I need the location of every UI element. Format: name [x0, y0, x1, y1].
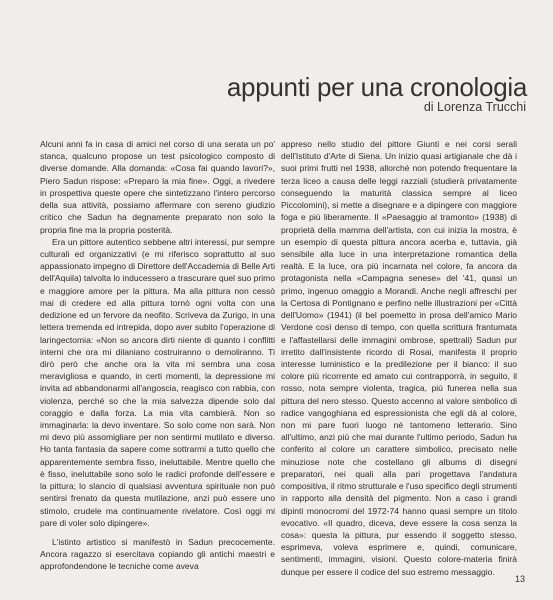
text-column-right [281, 138, 517, 578]
page-number: 13 [514, 574, 525, 584]
paragraph: L'istinto artistico si manifestò in Sadun precocemente. Ancora ragazzo si esercitava copiando gli antichi maestri e approfondendone le tecniche come aveva [40, 537, 275, 572]
author-byline: di Lorenza Trucchi [423, 100, 526, 114]
paragraph: Alcuni anni fa in casa di amici nel corso di una serata un po' stanca, qualcuno propose un test psicologico composto di diverse domande. Alla domanda: «Cosa fai quando lavori?», Piero Sadun rispose: «Preparo la mia fine». Oggi, a rivedere in prospettiva queste opere che sintetizzano l'intero percorso della sua attività, possiamo affermare con sereno giudizio critico che Sadun ha degnamente preparato non solo la propria fine ma la propria posterità. [40, 139, 275, 235]
text-column-left [40, 138, 275, 573]
paragraph: Era un pittore autentico sebbene altri interessi, pur sempre culturali ed organizzativi (e mi riferisco soprattutto al suo appassionato impegno di Direttore dell'Accademia di Belle Arti dell'Aquila) talvolta lo inducessero a trascurare quel suo primo e maggiore amore per la pittura. Ma alla pittura non cessò mai di credere ed alla pittura tornò ogni volta con una dedizione ed un fervore da neofito. Scriveva da Zurigo, in una lettera tremenda ed intrepida, dopo aver subito l'operazione di laringectomia: «Non so ancora dirti niente di quanto i conflitti interni che ora mi dilaniano costruiranno o demoliranno. Ti dirò però che anche ora la vita mi sembra una cosa meravigliosa e quando, in certi momenti, la depressione mi invita ad abbandonarmi all'angoscia, reagisco con rabbia, con violenza, perché so che la mia salvezza dipende solo dal coraggio e dalla forza. La mia vita cambierà. Non so immaginarla: la devo inventare. So solo come non sarà. Non mi devo più assomigliare per non sentirmi mutilato e diverso. Ho tanta fantasia da sapere come sottrarmi a tutto quello che apparentemente sembra fisso, ineluttabile. Mentre quello che è fisso, ineluttabile sono solo le radici profonde dell'essere e la pittura; lo slancio di qualsiasi avventura spirituale non può sentirsi frenato da questa mutilazione, anzi può essere uno stimolo, crudele ma continuamente rivelatore. Così oggi mi pare di voler solo dipingere». [40, 236, 275, 528]
paragraph: appreso nello studio del pittore Giunti e nei corsi serali dell'Istituto d'Arte di Siena. Un inizio quasi artigianale che dà i suoi primi frutti nel 1938, allorché non potendo frequentare la terza liceo a causa delle leggi razziali (studierà privatamente conseguendo la maturità classica sempre al liceo Piccolomini), si mette a disegnare e a dipingere con maggiore foga e più liberamente. Il «Paesaggio al tramonto» (1938) di proprietà della mamma dell'artista, con cui inizia la mostra, è un esempio di questa pittura ancora acerba e, tuttavia, già sensibile alla luce in una interpretazione romantica della realtà. E la luce, ora più incarnata nel colore, fa ancora da protagonista nella «Campagna senese» del '41, quasi un primo, ingenuo omaggio a Morandi. Anche negli affreschi per la Certosa di Pontignano e perfino nelle illustrazioni per «Città dell'Uomo» (1941) (il bel poemetto in prosa dell'amico Mario Verdone così denso di tempo, con quella scrittura frantumata e l'affastellarsi delle immagini ombrose, spettrali) Sadun pur irretito dall'insistente ricordo di Rosai, manifesta il proprio interesse luministico e la predilezione per il bianco: il suo colore più ricorrente ed amato cui contrapporrà, in seguito, il rosso, nota sempre violenta, tragica, più funerea nella sua pittura del nero stesso. Questo accenno al valore simbolico di radice vangoghiana ed espressionista che egli dà al colore, non mi pare fuori luogo né tantomeno letterario. Sino all'ultimo, anzi più che mai durante l'ultimo periodo, Sadun ha conferito al colore un carattere simbolico, precisato nelle minuziose note che costellano gli albums di disegni preparatori, nei quali alla pari progettava l'andatura compositiva, il ritmo strutturale e l'uso specifico degli strumenti in rapporto alla densità del pigmento. Non a caso i grandi dipinti monocromi del 1972-74 hanno quasi sempre un titolo evocativo. «Il quadro, diceva, deve essere la cosa senza la cosa»: questa la pittura, pur essendo il soggetto stesso, esprimeva, voleva esprimere e, quindi, comunicare, sentimenti, immagini, visioni. Questo colore-materia finirà dunque per essere il codice del suo estremo messaggio. [281, 139, 517, 577]
page-title: appunti per una cronologia [226, 72, 527, 102]
